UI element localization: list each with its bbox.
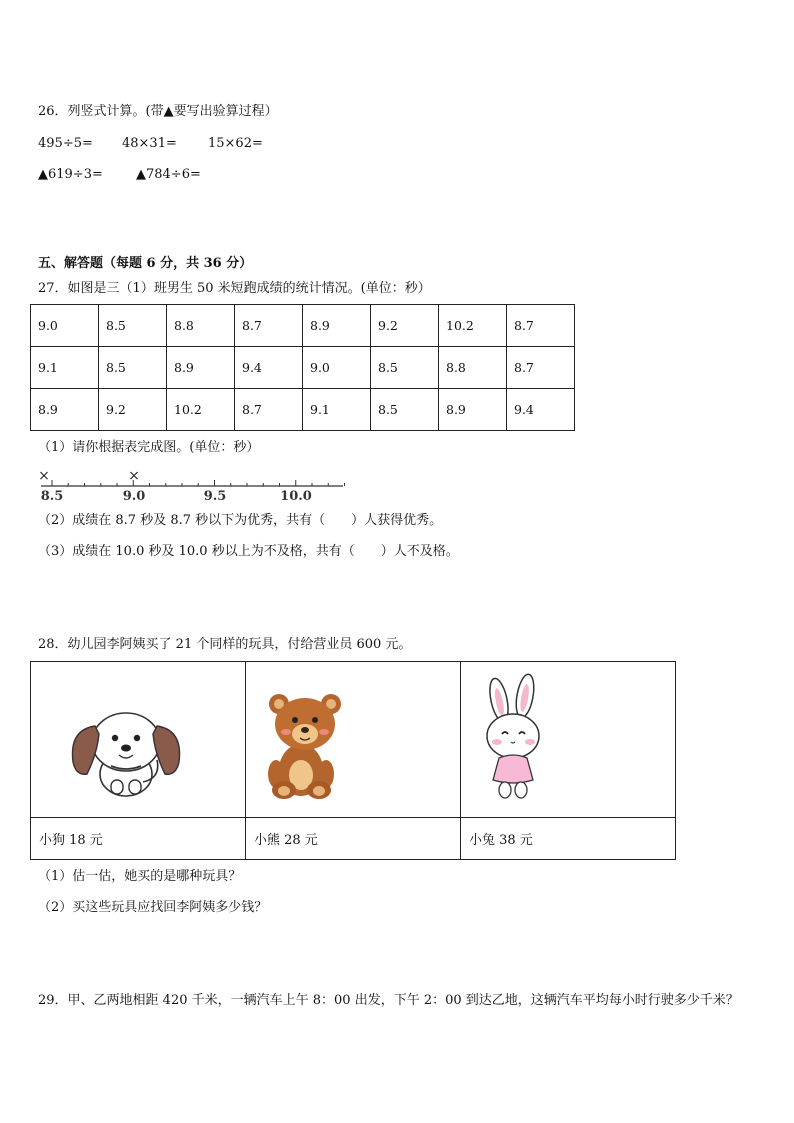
table-cell: 10.2 xyxy=(167,389,235,431)
table-row xyxy=(31,347,575,389)
table-cell: 8.7 xyxy=(507,347,575,389)
table-cell: 8.9 xyxy=(167,347,235,389)
number-line-minor-ticks xyxy=(52,480,345,486)
q28-sub1: （1）估一估，她买的是哪种玩具？ xyxy=(38,869,242,884)
table-row xyxy=(31,662,676,818)
table-cell: 8.9 xyxy=(31,389,99,431)
q28-sub2: （2）买这些玩具应找回李阿姨多少钱？ xyxy=(38,900,268,915)
q26-calc-5: ▲784÷6= xyxy=(136,167,201,182)
table-cell: 9.4 xyxy=(235,347,303,389)
bunny-icon xyxy=(461,662,675,817)
q27-sub2: （2）成绩在 8.7 秒及 8.7 秒以下为优秀，共有（ ）人获得优秀。 xyxy=(38,513,443,528)
table-cell: 8.8 xyxy=(167,305,235,347)
q26-calc-4: ▲619÷3= xyxy=(38,167,103,182)
toy-price-label: 小兔 38 元 xyxy=(461,818,676,860)
toy-picture-cell xyxy=(461,662,676,818)
q26-calc-3: 15×62= xyxy=(208,136,263,151)
q26-calc-2: 48×31= xyxy=(122,136,177,151)
toys-table xyxy=(30,661,676,860)
q27-sub1: （1）请你根据表完成图。(单位：秒） xyxy=(38,440,260,455)
mark-x-2: × xyxy=(128,468,140,484)
toy-price-label: 小狗 18 元 xyxy=(31,818,246,860)
table-row xyxy=(31,818,676,860)
table-cell: 8.7 xyxy=(235,305,303,347)
table-cell: 8.7 xyxy=(235,389,303,431)
number-line xyxy=(38,466,348,506)
table-cell: 8.5 xyxy=(99,305,167,347)
table-cell: 9.4 xyxy=(507,389,575,431)
table-cell: 8.5 xyxy=(99,347,167,389)
mark-x-1: × xyxy=(38,468,50,484)
q26-title: 26．列竖式计算。(带▲要写出验算过程） xyxy=(38,104,278,119)
bear-icon xyxy=(246,662,460,817)
table-cell: 10.2 xyxy=(439,305,507,347)
table-cell: 8.9 xyxy=(303,305,371,347)
tick-label: 8.5 xyxy=(40,489,64,504)
toy-picture-cell xyxy=(31,662,246,818)
tick-label: 9.5 xyxy=(203,489,227,504)
table-cell: 8.5 xyxy=(371,347,439,389)
table-cell: 8.8 xyxy=(439,347,507,389)
table-cell: 9.0 xyxy=(31,305,99,347)
table-cell: 9.1 xyxy=(303,389,371,431)
table-cell: 8.7 xyxy=(507,305,575,347)
q27-sub3: （3）成绩在 10.0 秒及 10.0 秒以上为不及格，共有（ ）人不及格。 xyxy=(38,544,459,559)
table-cell: 8.5 xyxy=(371,389,439,431)
q28-title: 28．幼儿园李阿姨买了 21 个同样的玩具，付给营业员 600 元。 xyxy=(38,637,412,652)
toy-price-label: 小熊 28 元 xyxy=(246,818,461,860)
table-cell: 8.9 xyxy=(439,389,507,431)
tick-label: 9.0 xyxy=(122,489,146,504)
table-cell: 9.0 xyxy=(303,347,371,389)
q27-title: 27．如图是三（1）班男生 50 米短跑成绩的统计情况。(单位：秒） xyxy=(38,281,431,296)
toy-picture-cell xyxy=(246,662,461,818)
scores-table xyxy=(30,304,575,431)
table-row xyxy=(31,389,575,431)
section-title: 五、解答题（每题 6 分，共 36 分） xyxy=(38,256,253,271)
table-cell: 9.2 xyxy=(99,389,167,431)
q29-title: 29．甲、乙两地相距 420 千米，一辆汽车上午 8：00 出发，下午 2：00 到达乙地，这辆汽车平均每小时行驶多少千米？ xyxy=(38,993,739,1008)
tick-label: 10.0 xyxy=(280,489,312,504)
table-row xyxy=(31,305,575,347)
table-cell: 9.1 xyxy=(31,347,99,389)
puppy-icon xyxy=(31,662,245,817)
q26-calc-1: 495÷5= xyxy=(38,136,93,151)
table-cell: 9.2 xyxy=(371,305,439,347)
